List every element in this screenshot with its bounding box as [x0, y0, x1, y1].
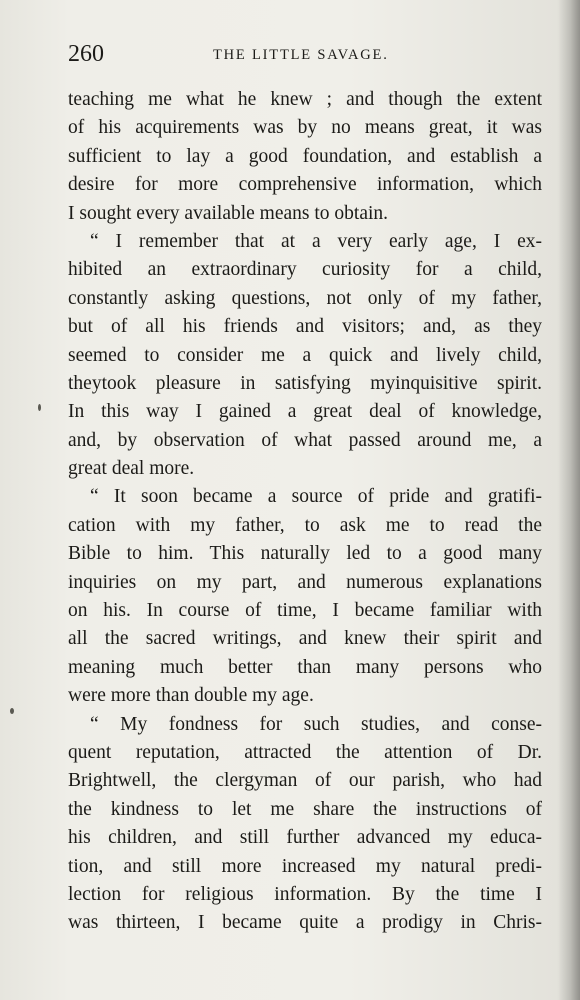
text-line: the kindness to let me share the instructions of — [68, 798, 542, 820]
text-line: quent reputation, attracted the attention of Dr. — [68, 741, 542, 763]
text-line: on his. In course of time, I became familiar with — [68, 600, 542, 622]
text-line: seemed to consider me a quick and lively child, — [68, 344, 542, 366]
text-line: and, by observation of what passed around me, a — [68, 429, 542, 451]
text-line: “ It soon became a source of pride and gratifi- — [90, 486, 542, 508]
text-line: teaching me what he knew ; and though the extent — [68, 89, 542, 110]
paper-speck — [10, 708, 14, 714]
text-line: hibited an extraordinary curiosity for a child, — [68, 259, 542, 281]
text-line: all the sacred writings, and knew their spirit and — [68, 628, 542, 650]
body-text — [68, 86, 542, 938]
page-edge-shadow — [558, 0, 580, 1000]
text-line: tion, and still more increased my natural predi- — [68, 855, 542, 877]
text-line: constantly asking questions, not only of my father, — [68, 287, 542, 309]
text-line: I sought every available means to obtain. — [68, 202, 389, 224]
text-line: great deal more. — [68, 458, 195, 480]
text-line: was thirteen, I became quite a prodigy in Chris- — [68, 912, 542, 934]
text-line: lection for religious information. By the time I — [68, 883, 542, 905]
text-line: In this way I gained a great deal of knowledge, — [68, 401, 542, 423]
text-line: sufficient to lay a good foundation, and establish a — [68, 145, 542, 167]
text-line: Bible to him. This naturally led to a good many — [68, 543, 542, 565]
text-line: of his acquirements was by no means great, it was — [68, 117, 542, 139]
text-line: Brightwell, the clergyman of our parish, who had — [68, 770, 542, 792]
paper-speck — [38, 404, 41, 411]
text-line: desire for more comprehensive information, which — [68, 174, 542, 196]
text-line: were more than double my age. — [68, 685, 314, 707]
text-line: his children, and still further advanced my educa- — [68, 827, 542, 849]
text-line: “ My fondness for such studies, and conse- — [90, 713, 542, 735]
running-title: THE LITTLE SAVAGE. — [213, 47, 389, 63]
text-line: inquiries on my part, and numerous explanations — [68, 571, 542, 593]
page-header — [68, 38, 542, 72]
text-line: theytook pleasure in satisfying myinquisitive spirit. — [68, 372, 542, 394]
text-line: meaning much better than many persons who — [68, 656, 542, 678]
text-line: “ I remember that at a very early age, I ex- — [90, 230, 542, 252]
text-line: but of all his friends and visitors; and, as they — [68, 316, 542, 338]
text-line: cation with my father, to ask me to read the — [68, 514, 542, 536]
page-number: 260 — [68, 41, 104, 67]
